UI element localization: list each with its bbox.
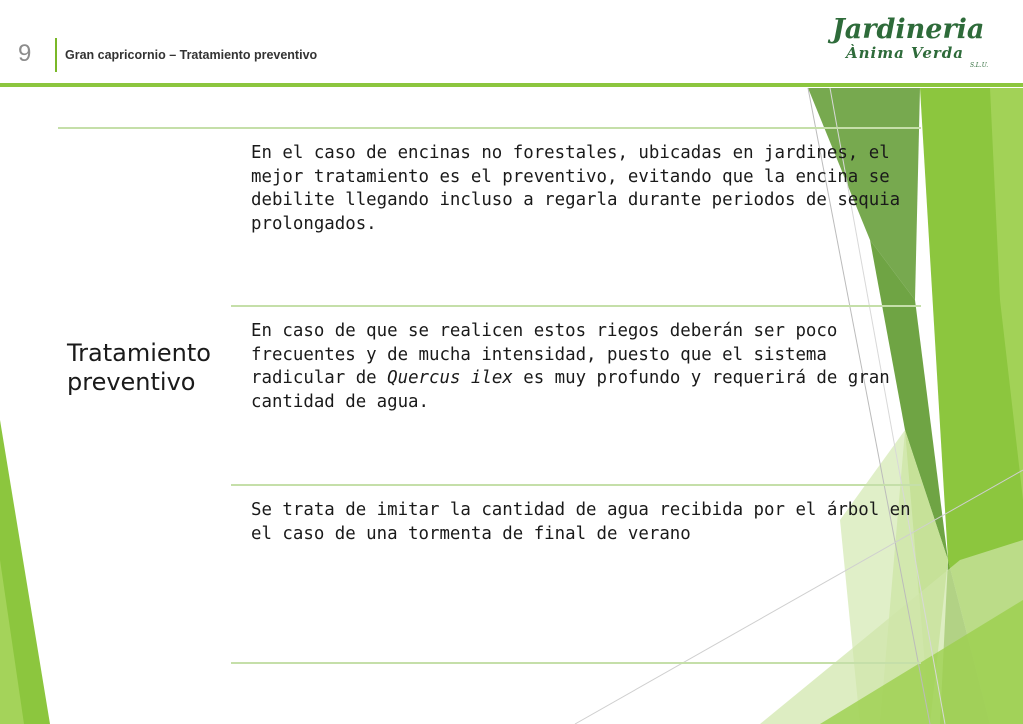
company-logo — [810, 12, 1010, 76]
logo-text-line3: S.L.U. — [970, 62, 989, 69]
header-divider — [55, 38, 57, 72]
logo-text-line2: Ànima Verda — [846, 44, 964, 62]
row-divider-3 — [231, 662, 921, 664]
header-rule — [0, 83, 1023, 87]
table-top-rule — [58, 127, 921, 129]
row-divider-2 — [231, 484, 921, 486]
paragraph-1: En el caso de encinas no forestales, ubicadas en jardines, el mejor tratamiento es el preventivo, evitando que la encina se debilite llegando incluso a regarla durante periodos de sequia prolongados. — [251, 143, 901, 234]
slide-number: 9 — [18, 40, 32, 67]
header-title: Gran capricornio – Tratamiento preventivo — [65, 48, 318, 62]
section-label: Tratamiento preventivo — [67, 339, 211, 396]
paragraph-2 — [251, 320, 916, 414]
paragraph-2-before: En caso de que se realicen estos riegos deberán ser poco frecuentes y de mucha intensidad, puesto que el sistema radicular de — [251, 321, 838, 388]
species-name: Quercus ilex — [387, 368, 513, 388]
logo-text-line1: Jardineria — [832, 14, 985, 45]
row-divider-1 — [231, 305, 921, 307]
paragraph-2-after: es muy profundo y requerirá de gran cantidad de agua. — [251, 368, 890, 412]
paragraph-3: Se trata de imitar la cantidad de agua recibida por el árbol en el caso de una tormenta de final de verano — [251, 500, 911, 544]
